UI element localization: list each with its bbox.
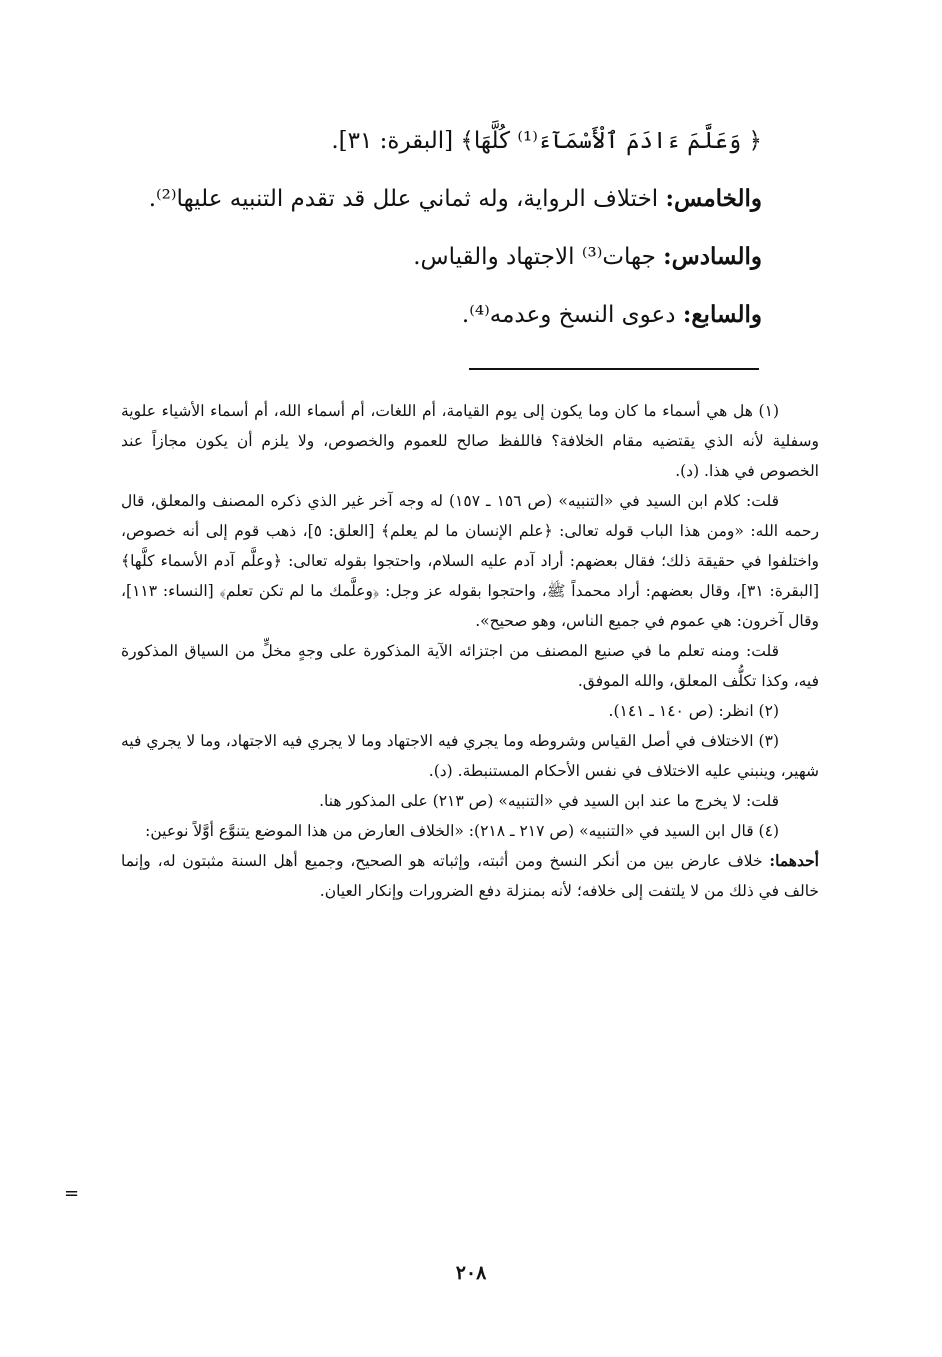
- footnote-paragraph: [121, 636, 819, 696]
- footnote-paragraph: [121, 846, 819, 906]
- footnote-text: خلاف عارض بين من أنكر النسخ ومن أثبته، وإثباته هو الصحيح، وجميع أهل السنة مثبتون له، وإنما خالف في ذلك من لا يلتفت إلى خلافه؛ لأنه بمنزلة دفع الضرورات وإنكار العيان.: [121, 852, 819, 900]
- main-line-fifth: [122, 170, 762, 228]
- footnote-text: (٣) الاختلاف في أصل القياس وشروطه وما يجري فيه الاجتهاد وما لا يجري فيه الاجتهاد، وما لا يجري فيه شهير، وينبني عليه الاختلاف في نفس الأحكام المستنبطة. (د).: [121, 732, 819, 780]
- footnote-text: قلت: لا يخرج ما عند ابن السيد في «التنبيه» (ص ٢١٣) على المذكور هنا.: [319, 792, 779, 810]
- footnote-paragraph: [121, 726, 819, 786]
- main-line-lead: والخامس:: [665, 185, 762, 212]
- footnote-paragraph: [121, 396, 819, 486]
- footnote-paragraph: [121, 696, 819, 726]
- footnote-paragraph: [121, 816, 819, 846]
- main-line-seventh: [122, 286, 762, 344]
- main-line-quran: [122, 112, 762, 170]
- main-line-text: جهات⁽³⁾ الاجتهاد والقياس.: [413, 244, 664, 270]
- main-line-lead: والسابع:: [682, 301, 762, 328]
- main-text: [122, 112, 762, 344]
- main-line-lead: والسادس:: [663, 243, 762, 270]
- footnote-paragraph: [121, 486, 819, 636]
- footnote-lead: أحدهما:: [769, 851, 819, 870]
- footnotes: [121, 396, 819, 906]
- main-line-text: اختلاف الرواية، وله ثماني علل قد تقدم التنبيه عليها⁽²⁾.: [148, 186, 666, 212]
- footnote-text: (١) هل هي أسماء ما كان وما يكون إلى يوم القيامة، أم اللغات، أم أسماء الله، أم أسماء الأشياء علوية وسفلية لأنه الذي يقتضيه مقام الخلافة؟ فاللفظ صالح للعموم والخصوص، ولا يلزم أن يكون مجازاً عند الخصوص في هذا. (د).: [121, 402, 819, 480]
- footnote-separator: [469, 368, 759, 370]
- footnote-text: (٤) قال ابن السيد في «التنبيه» (ص ٢١٧ ـ ٢١٨): «الخلاف العارض من هذا الموضع يتنوَّع أوَّلاً نوعين:: [145, 822, 779, 840]
- footnote-text: قلت: كلام ابن السيد في «التنبيه» (ص ١٥٦ ـ ١٥٧) له وجه آخر غير الذي ذكره المصنف والمعلق، قال رحمه الله: «ومن هذا الباب قوله تعالى: ﴿علم الإنسان ما لم يعلم﴾ [العلق: ٥]، ذهب قوم إلى أنه خصوص، واختلفوا في حقيقة ذلك؛ فقال بعضهم: أراد آدم عليه السلام، واحتجوا بقوله تعالى: ﴿وعلَّم آدم الأسماء كلَّها﴾ [البقرة: ٣١]، وقال بعضهم: أراد محمداً ﷺ، واحتجوا بقوله عز وجل: ﴿وعلَّمك ما لم تكن تعلم﴾ [النساء: ١١٣]، وقال آخرون: هي عموم في جميع الناس، وهو صحيح».: [121, 492, 819, 630]
- footnote-paragraph: [121, 786, 819, 816]
- footnote-text: قلت: ومنه تعلم ما في صنيع المصنف من اجتزائه الآية المذكورة على وجهٍ مخلٍّ من السياق المذكورة فيه، وكذا تكلُّف المعلق، والله الموفق.: [121, 642, 819, 690]
- continuation-mark: =: [64, 1183, 80, 1204]
- main-line-sixth: [122, 228, 762, 286]
- footnote-text: (٢) انظر: (ص ١٤٠ ـ ١٤١).: [608, 702, 779, 720]
- main-line-text: ﴿ وَعَلَّمَ ءَادَمَ ٱلْأَسْمَآءَ⁽¹⁾ كُلَّهَا﴾ [البقرة: ٣١].: [331, 128, 762, 154]
- main-line-text: دعوى النسخ وعدمه⁽⁴⁾.: [461, 302, 683, 328]
- page-number: ٢٠٨: [455, 1262, 487, 1284]
